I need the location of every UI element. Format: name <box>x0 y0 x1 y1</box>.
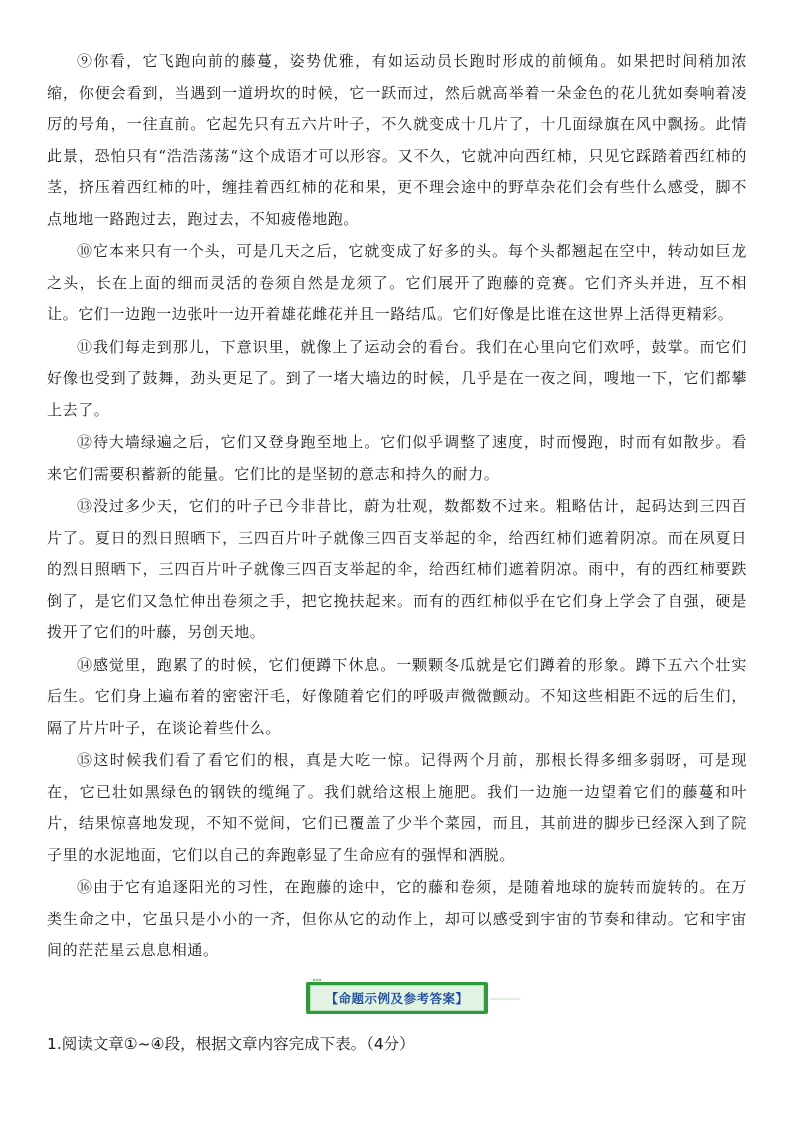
paragraph-14: ⑭感觉里，跑累了的时候，它们便蹲下休息。一颗颗冬瓜就是它们蹲着的形象。蹲下五六个壮实后生。它们身上遍布着的密密汗毛，好像随着它们的呼吸声微微颤动。不知这些相距不远的后生们，隔了片片叶子，在谈论着些什么。 <box>47 655 747 737</box>
line-decoration-icon <box>490 996 520 1002</box>
paragraph-9: ⑨你看，它飞跑向前的藤蔓，姿势优雅，有如运动员长跑时形成的前倾角。如果把时间稍加浓缩，你便会看到，当遇到一道坍坎的时候，它一跃而过，然后就高举着一朵金色的花儿犹如奏响着凌厉的号角，一往直前。它起先只有五六片叶子，不久就变成十几片了，十几面绿旗在风中飘扬。此情此景，恐怕只有“浩浩荡荡“这个成语才可以形容。又不久，它就冲向西红柿，只见它踩踏着西红柿的茎，挤压着西红柿的叶，缠挂着西红柿的花和果，更不理会途中的野草杂花们会有些什么感受，脚不点地地一路跑过去，跑过去，不知疲倦地跑。 <box>47 52 747 228</box>
section-banner-wrap <box>0 982 794 1014</box>
paragraph-11: ⑪我们每走到那儿，下意识里，就像上了运动会的看台。我们在心里向它们欢呼，鼓掌。而它们好像也受到了鼓舞，劲头更足了。到了一堵大墙边的时候，几乎是在一夜之间，嗖地一下，它们都攀上去了。 <box>47 337 747 419</box>
article-body <box>47 46 747 968</box>
section-banner-label: 【命题示例及参考答案】 <box>310 985 483 1011</box>
paragraph-16: ⑯由于它有追逐阳光的习性，在跑藤的途中，它的藤和卷须，是随着地球的旋转而旋转的。在万类生命之中，它虽只是小小的一齐，但你从它的动作上，却可以感受到宇宙的节奏和律动。它和宇宙间的茫茫星云息息相通。 <box>47 878 747 959</box>
dots-decoration-icon <box>312 977 322 983</box>
question-1: 1.阅读文章①~④段，根据文章内容完成下表。（4分） <box>47 1035 415 1053</box>
paragraph-12: ⑫待大墙绿遍之后，它们又登身跑至地上。它们似乎调整了速度，时而慢跑，时而有如散步。看来它们需要积蓄新的能量。它们比的是坚韧的意志和持久的耐力。 <box>47 433 747 483</box>
paragraph-13: ⑬没过多少天，它们的叶子已今非昔比，蔚为壮观，数都数不过来。粗略估计，起码达到三四百片了。夏日的烈日照晒下，三四百片叶子就像三四百支举起的伞，给西红柿们遮着阴凉。而在夙夏日的烈日照晒下，三四百片叶子就像三四百支举起的伞，给西红柿们遮着阴凉。雨中，有的西红柿要跌倒了，是它们又急忙伸出卷须之手，把它挽扶起来。而有的西红柿似乎在它们身上学会了自强，硬是拨开了它们的叶藤，另创天地。 <box>47 497 747 641</box>
paragraph-10: ⑩它本来只有一个头，可是几天之后，它就变成了好多的头。每个头都翘起在空中，转动如巨龙之头，长在上面的细而灵活的卷须自然是龙须了。它们展开了跑藤的竞赛。它们齐头并进，互不相让。它们一边跑一边张叶一边开着雄花雌花并且一路结瓜。它们好像是比谁在这世界上活得更精彩。 <box>47 242 747 323</box>
section-banner <box>306 982 487 1014</box>
paragraph-15: ⑮这时候我们看了看它们的根，真是大吃一惊。记得两个月前，那根长得多细多弱呀，可是现在，它已壮如黑绿色的钢铁的缆绳了。我们就给这根上施肥。我们一边施一边望着它们的藤蔓和叶片，结果惊喜地发现，不知不觉间，它们已覆盖了少半个菜园，而且，其前进的脚步已经深入到了院子里的水泥地面，它们以自己的奔跑彰显了生命应有的强悍和洒脱。 <box>47 751 747 864</box>
